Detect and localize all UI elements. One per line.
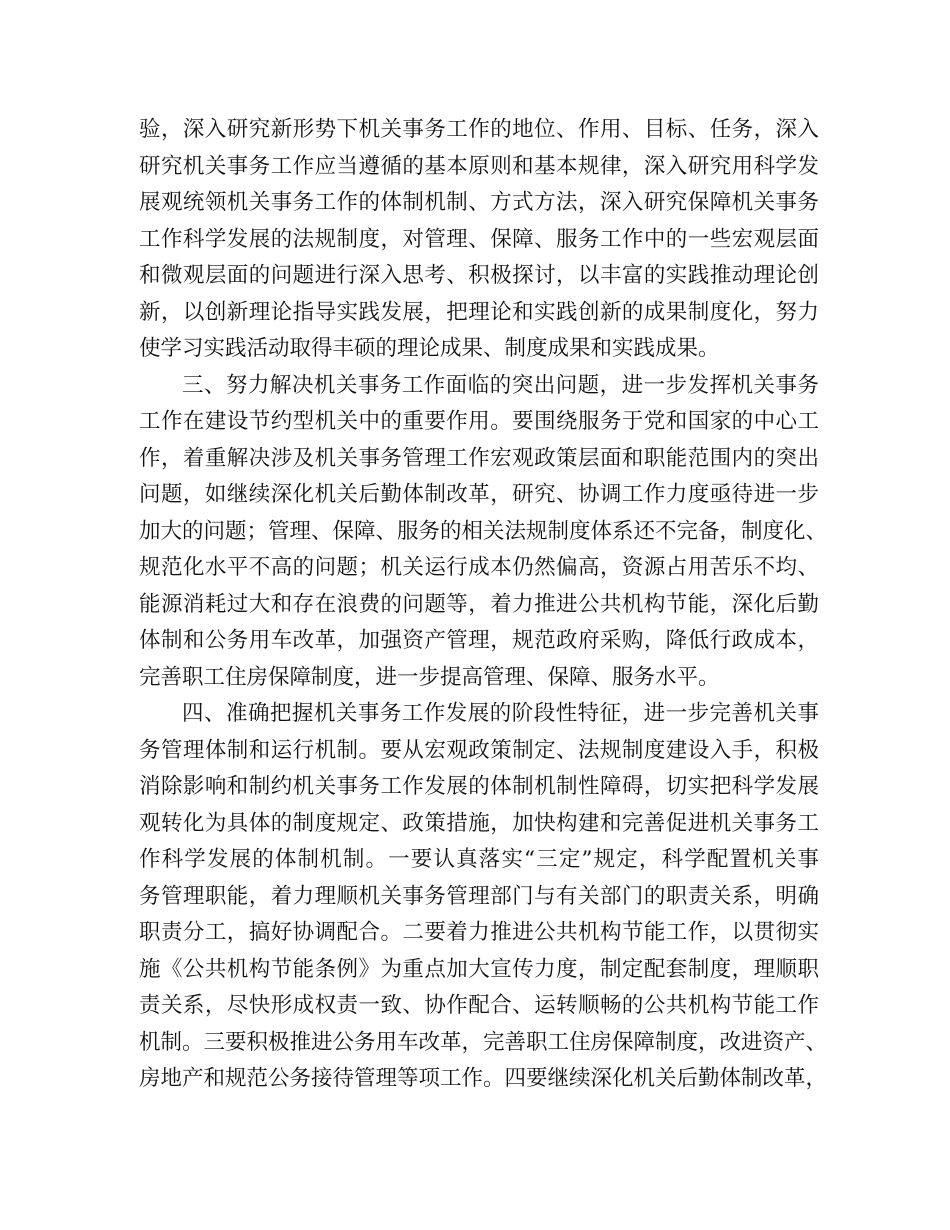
text-line: 观转化为具体的制度规定、政策措施，加快构建和完善促进机关事务工: [139, 810, 819, 836]
text-line: 消除影响和制约机关事务工作发展的体制机制性障碍，切实把科学发展: [139, 774, 819, 799]
text-line: 加大的问题；管理、保障、服务的相关法规制度体系还不完备，制度化、: [139, 518, 828, 544]
text-line: 责关系，尽快形成权责一致、协作配合、运转顺畅的公共机构节能工作: [139, 993, 819, 1018]
body-text: [139, 112, 828, 1098]
paragraph-end-line: 使学习实践活动取得丰硕的理论成果、制度成果和实践成果。: [139, 336, 720, 361]
text-line: 作科学发展的体制机制。一要认真落实“三定”规定，科学配置机关事: [139, 847, 819, 872]
paragraph-end-line: 完善职工住房保障制度，进一步提高管理、保障、服务水平。: [139, 664, 720, 690]
text-line: 新，以创新理论指导实践发展，把理论和实践创新的成果制度化，努力: [139, 299, 819, 325]
text-line: 研究机关事务工作应当遵循的基本原则和基本规律，深入研究用科学发: [139, 153, 819, 179]
text-line: 工作科学发展的法规制度，对管理、保障、服务工作中的一些宏观层面: [139, 226, 819, 252]
text-line: 作，着重解决涉及机关事务管理工作宏观政策层面和职能范围内的突出: [139, 445, 819, 471]
text-line: 工作在建设节约型机关中的重要作用。要围绕服务于党和国家的中心工: [139, 409, 819, 434]
text-line: 规范化水平不高的问题；机关运行成本仍然偏高，资源占用苦乐不均、: [139, 555, 819, 580]
text-line: 能源消耗过大和存在浪费的问题等，着力推进公共机构节能，深化后勤: [139, 591, 819, 617]
text-line: 务管理体制和运行机制。要从宏观政策制定、法规制度建设入手，积极: [139, 737, 819, 763]
text-line: 和微观层面的问题进行深入思考、积极探讨，以丰富的实践推动理论创: [139, 263, 819, 288]
paragraph-heading-three: 三、努力解决机关事务工作面临的突出问题，进一步发挥机关事务: [182, 372, 819, 398]
text-line: 验，深入研究新形势下机关事务工作的地位、作用、目标、任务，深入: [139, 117, 819, 142]
text-line: 体制和公务用车改革，加强资产管理，规范政府采购，降低行政成本，: [139, 628, 819, 653]
text-line: 房地产和规范公务接待管理等项工作。四要继续深化机关后勤体制改革，: [139, 1066, 828, 1091]
text-line: 职责分工，搞好协调配合。二要着力推进公共机构节能工作，以贯彻实: [139, 920, 819, 945]
text-line: 问题，如继续深化机关后勤体制改革，研究、协调工作力度亟待进一步: [139, 482, 819, 507]
text-line: 施《公共机构节能条例》为重点加大宣传力度，制定配套制度，理顺职: [139, 956, 819, 982]
paragraph-heading-four: 四、准确把握机关事务工作发展的阶段性特征，进一步完善机关事: [182, 701, 819, 726]
text-line: 展观统领机关事务工作的体制机制、方式方法，深入研究保障机关事务: [139, 190, 819, 215]
text-line: 机制。三要积极推进公务用车改革，完善职工住房保障制度，改进资产、: [139, 1029, 828, 1055]
text-line: 务管理职能，着力理顺机关事务管理部门与有关部门的职责关系，明确: [139, 883, 819, 909]
